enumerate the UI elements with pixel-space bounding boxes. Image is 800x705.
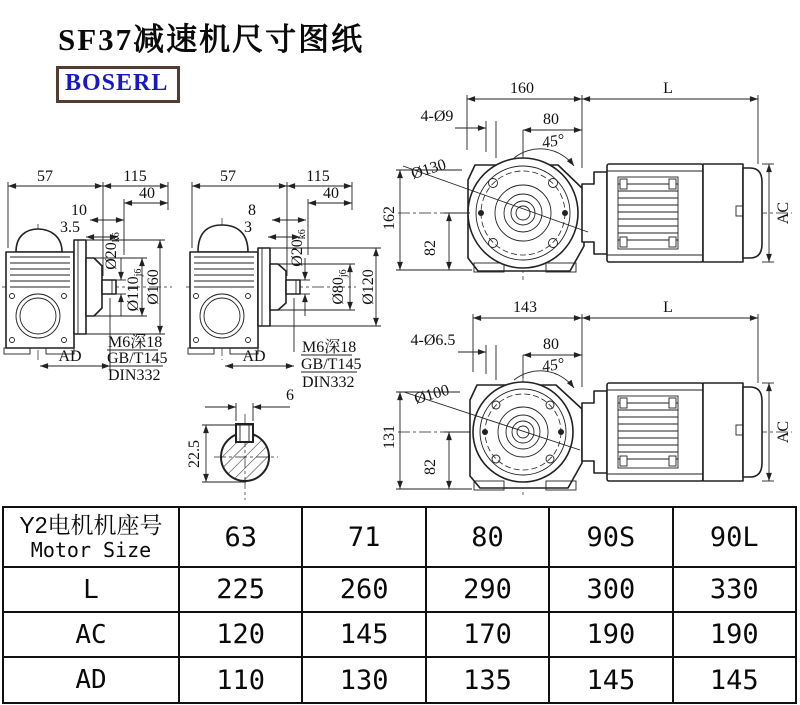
dim-label: 82 <box>422 240 439 256</box>
table-cell: 145 <box>302 612 425 657</box>
dim-label: Ø80j6 <box>330 269 349 305</box>
dim-label: 22.5 <box>186 440 203 468</box>
column-header: 90L <box>673 507 796 567</box>
column-header: 63 <box>179 507 302 567</box>
hole-callout: 4-Ø9 <box>420 108 454 125</box>
dim-label: Ø160 <box>145 269 162 305</box>
dim-label: Ø110j6 <box>125 268 144 312</box>
table-cell: 290 <box>426 567 549 612</box>
page-title: SF37减速机尺寸图纸 <box>58 22 365 57</box>
table-cell: 120 <box>179 612 302 657</box>
dim-label: 57 <box>220 168 236 185</box>
column-header: 71 <box>302 507 425 567</box>
dimension-table <box>2 506 797 704</box>
dim-label: AD <box>58 348 82 365</box>
column-header: 80 <box>426 507 549 567</box>
dim-label: 40 <box>139 185 155 202</box>
dim-label: 10 <box>71 202 87 219</box>
hole-callout: 4-Ø6.5 <box>410 332 456 349</box>
standard-note: DIN332 <box>108 367 161 384</box>
dim-label: 6 <box>286 387 294 404</box>
dim-label: 80 <box>543 111 559 128</box>
shaft-section-drawing <box>186 387 294 500</box>
front-view-bottom-drawing <box>381 299 792 498</box>
thread-note: M6深18 <box>302 339 357 356</box>
dim-label: 57 <box>37 168 53 185</box>
row-label: AC <box>3 612 179 657</box>
dim-label: 131 <box>381 425 398 449</box>
dim-label: 8 <box>248 202 256 219</box>
dim-label: 82 <box>422 459 439 475</box>
dim-label: 162 <box>381 206 398 230</box>
table-cell: 110 <box>179 657 302 703</box>
dim-label: 143 <box>513 299 537 316</box>
dim-label: 115 <box>306 168 330 185</box>
table-header-row <box>3 507 796 567</box>
row-label: AD <box>3 657 179 703</box>
bolt-circle-label: Ø130 <box>409 156 449 183</box>
bolt-circle-label: Ø100 <box>412 381 452 408</box>
dim-label: 3 <box>244 219 252 236</box>
dim-label: 3.5 <box>60 219 80 236</box>
table-cell: 190 <box>549 612 672 657</box>
standard-note: GB/T145 <box>107 350 168 367</box>
standard-note: DIN332 <box>302 374 355 391</box>
table-cell: 145 <box>673 657 796 703</box>
table-cell: 225 <box>179 567 302 612</box>
dim-label: AC <box>775 420 792 444</box>
brand-logo: BOSERL <box>56 66 180 103</box>
dim-label: L <box>663 299 673 316</box>
dim-label: Ø120 <box>360 269 377 305</box>
thread-note: M6深18 <box>108 334 163 351</box>
motor-size-header-cn: Y2电机机座号 <box>19 512 163 539</box>
side-view-2-drawing <box>186 168 381 391</box>
dim-label: Ø20k6 <box>103 232 122 270</box>
standard-note: GB/T145 <box>301 356 362 373</box>
table-cell: 190 <box>673 612 796 657</box>
angle-label: 45° <box>540 355 566 376</box>
table-row <box>3 657 796 703</box>
dim-label: AD <box>242 348 266 365</box>
column-header: 90S <box>549 507 672 567</box>
dim-label: 160 <box>510 80 534 97</box>
dim-label: AC <box>775 201 792 225</box>
motor-size-header <box>3 507 179 567</box>
motor-size-header-en: Motor Size <box>30 537 152 562</box>
table-cell: 135 <box>426 657 549 703</box>
table-cell: 330 <box>673 567 796 612</box>
table-row <box>3 567 796 612</box>
table-cell: 130 <box>302 657 425 703</box>
dim-label: 40 <box>323 185 339 202</box>
table-cell: 300 <box>549 567 672 612</box>
angle-label: 45° <box>540 131 566 152</box>
table-cell: 260 <box>302 567 425 612</box>
dim-label: 80 <box>543 336 559 353</box>
table-cell: 170 <box>426 612 549 657</box>
dim-label: 115 <box>123 168 147 185</box>
dim-label: Ø20k6 <box>289 229 308 267</box>
table-cell: 145 <box>549 657 672 703</box>
table-row <box>3 612 796 657</box>
front-view-top-drawing <box>381 80 792 280</box>
dim-label: L <box>663 80 673 97</box>
side-view-1-drawing <box>2 168 172 384</box>
row-label: L <box>3 567 179 612</box>
